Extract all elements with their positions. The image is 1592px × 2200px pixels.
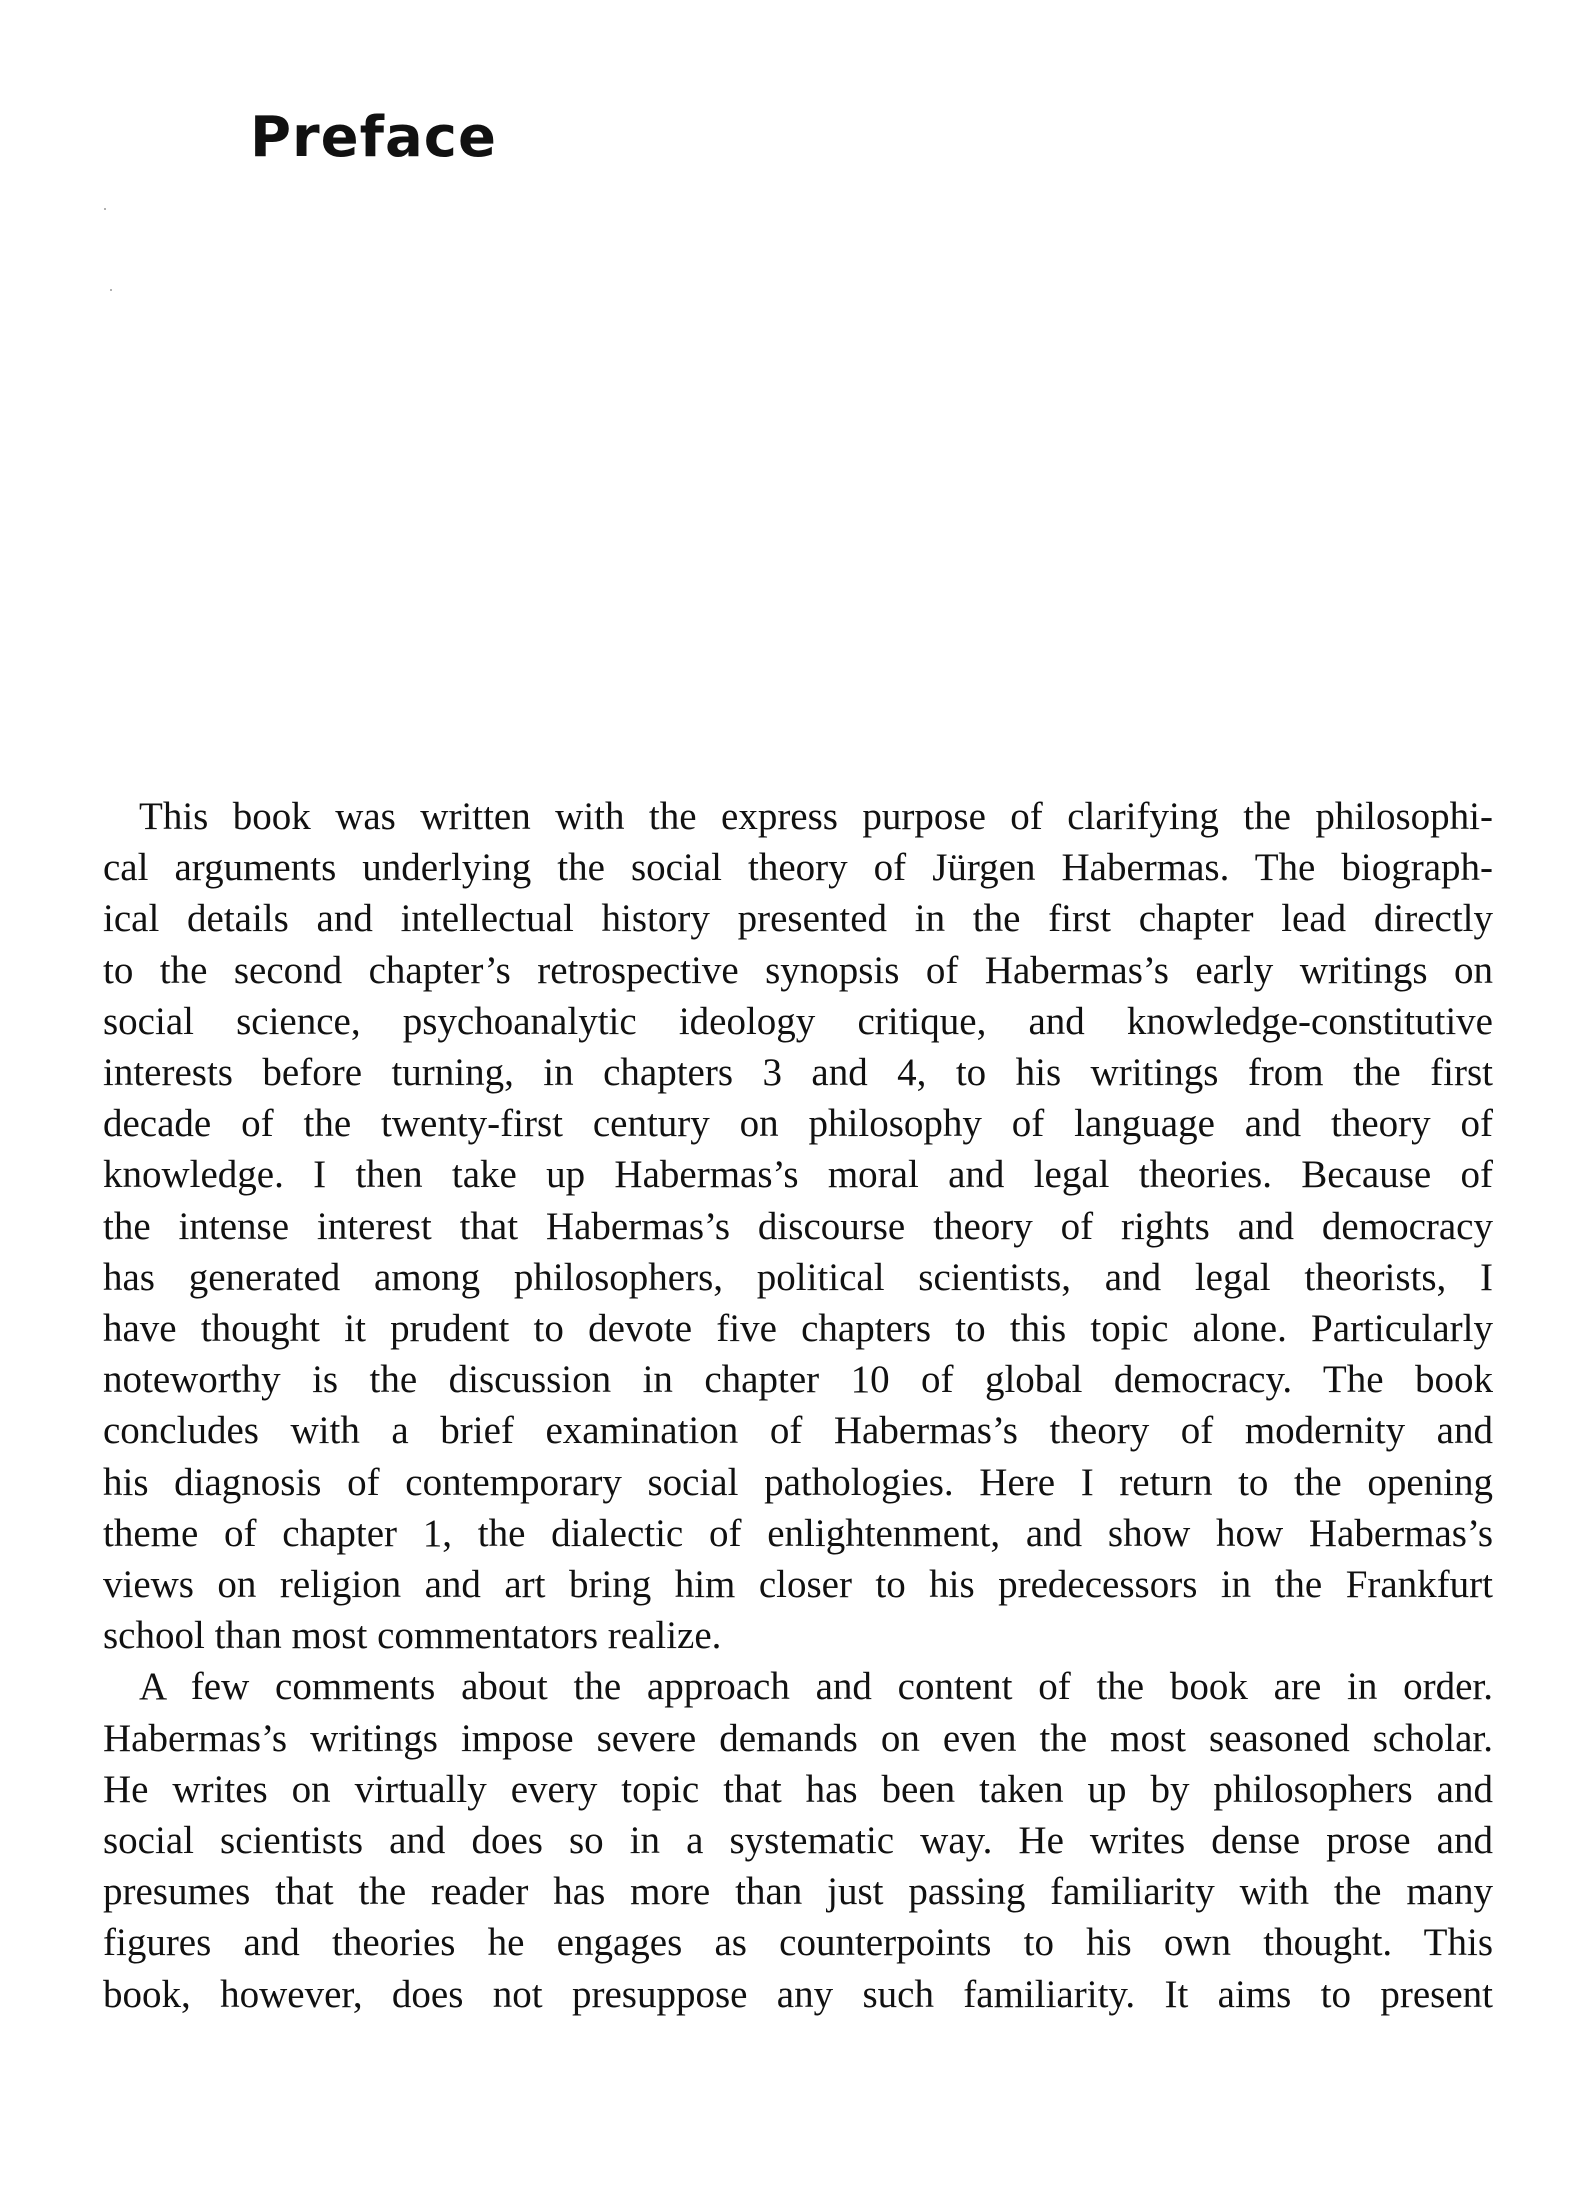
text-line: social science, psychoanalytic ideology critique, and knowledge-constitutive (103, 999, 1493, 1043)
text-line: school than most commentators realize. (103, 1614, 722, 1658)
text-line: concludes with a brief examination of Habermas’s theory of modernity and (103, 1409, 1493, 1453)
text-line: to the second chapter’s retrospective synopsis of Habermas’s early writings on (103, 948, 1493, 992)
scan-speck (110, 289, 112, 291)
preface-body (103, 791, 1493, 2020)
text-line: the intense interest that Habermas’s discourse theory of rights and democracy (103, 1204, 1493, 1248)
text-line: have thought it prudent to devote five chapters to this topic alone. Particularly (103, 1307, 1493, 1351)
text-line: figures and theories he engages as counterpoints to his own thought. This (103, 1921, 1493, 1965)
text-line: views on religion and art bring him closer to his predecessors in the Frankfurt (103, 1563, 1493, 1607)
page-title: Preface (250, 105, 497, 170)
text-line: social scientists and does so in a systematic way. He writes dense prose and (103, 1819, 1493, 1863)
text-line: noteworthy is the discussion in chapter 10 of global democracy. The book (103, 1358, 1493, 1402)
scan-speck (104, 208, 106, 210)
text-line: decade of the twenty-first century on philosophy of language and theory of (103, 1102, 1493, 1146)
text-line: knowledge. I then take up Habermas’s moral and legal theories. Because of (103, 1153, 1493, 1197)
text-line: cal arguments underlying the social theory of Jürgen Habermas. The biograph- (103, 846, 1493, 890)
paragraph-2 (103, 1661, 1493, 2019)
text-line: presumes that the reader has more than just passing familiarity with the many (103, 1870, 1493, 1914)
text-line: A few comments about the approach and content of the book are in order. (139, 1665, 1493, 1709)
paragraph-1 (103, 791, 1493, 1661)
text-line: interests before turning, in chapters 3 and 4, to his writings from the first (103, 1051, 1493, 1095)
text-line: This book was written with the express purpose of clarifying the philosophi- (139, 795, 1493, 838)
text-line: has generated among philosophers, political scientists, and legal theorists, I (103, 1255, 1493, 1299)
text-line: book, however, does not presuppose any such familiarity. It aims to present (103, 1972, 1493, 2016)
text-line: theme of chapter 1, the dialectic of enlightenment, and show how Habermas’s (103, 1511, 1493, 1555)
text-line: He writes on virtually every topic that has been taken up by philosophers and (103, 1767, 1493, 1811)
text-line: Habermas’s writings impose severe demands on even the most seasoned scholar. (103, 1716, 1493, 1760)
text-line: his diagnosis of contemporary social pathologies. Here I return to the opening (103, 1460, 1493, 1504)
text-line: ical details and intellectual history presented in the first chapter lead directly (103, 897, 1493, 941)
